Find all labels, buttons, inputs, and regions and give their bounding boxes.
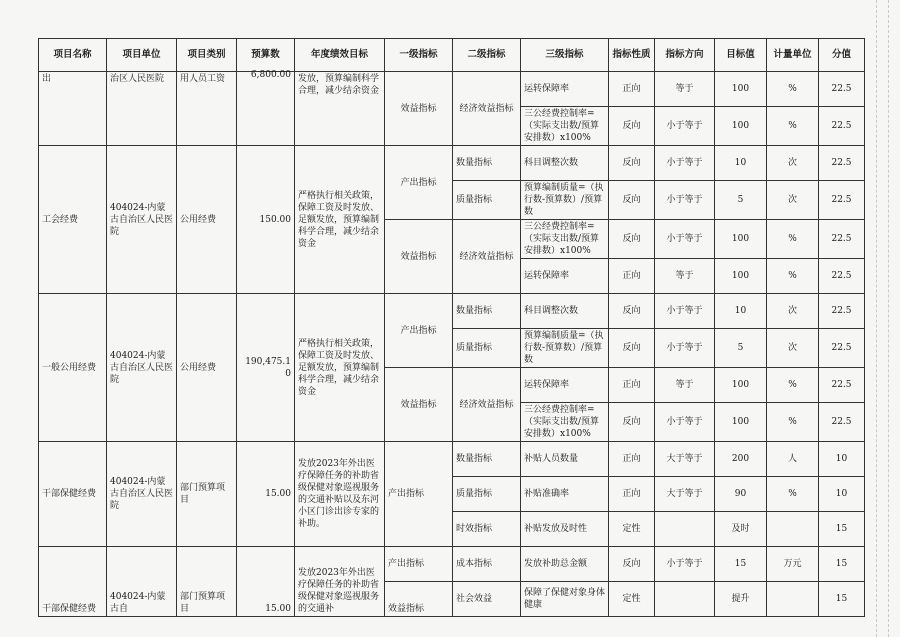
level3-indicator: 科目调整次数 [521,294,609,329]
project-goal: 发放，预算编制科学合理，减少结余资金 [295,72,385,146]
measure-unit: 次 [767,181,819,220]
indicator-nature: 反向 [609,547,655,582]
col-header-project-name: 项目名称 [39,39,107,72]
project-category: 公用经费 [177,146,237,294]
indicator-nature: 反向 [609,146,655,181]
indicator-direction: 小于等于 [655,181,715,220]
project-budget: 15.00 [237,442,295,547]
indicator-nature: 反向 [609,294,655,329]
target-value: 100 [715,368,767,403]
indicator-direction: 大于等于 [655,442,715,477]
indicator-direction: 小于等于 [655,146,715,181]
indicator-nature: 正向 [609,477,655,512]
table-viewport [38,38,864,614]
target-value: 100 [715,259,767,294]
level2-indicator: 经济效益指标 [453,368,521,442]
table-row [39,146,865,181]
table-row [39,547,865,582]
project-budget: 150.00 [237,146,295,294]
target-value: 提升 [715,582,767,617]
indicator-nature: 定性 [609,512,655,547]
indicator-direction: 小于等于 [655,294,715,329]
target-value: 10 [715,294,767,329]
table-row [39,294,865,329]
level3-indicator: 发放补助总金额 [521,547,609,582]
level1-indicator: 效益指标 [385,72,453,146]
performance-target-table [38,38,865,617]
level2-indicator: 时效指标 [453,512,521,547]
level3-indicator: 运转保障率 [521,259,609,294]
indicator-nature: 正向 [609,72,655,107]
target-value: 100 [715,107,767,146]
indicator-nature: 正向 [609,259,655,294]
col-header-score: 分值 [819,39,865,72]
table-row [39,72,865,107]
level2-indicator: 数量指标 [453,442,521,477]
level1-indicator: 效益指标 [385,582,453,617]
project-category: 公用经费 [177,294,237,442]
target-value: 100 [715,403,767,442]
level2-indicator: 数量指标 [453,294,521,329]
measure-unit: 万元 [767,547,819,582]
level2-indicator: 质量指标 [453,477,521,512]
score: 15 [819,512,865,547]
level2-indicator: 社会效益 [453,582,521,617]
indicator-nature: 定性 [609,582,655,617]
target-value: 10 [715,146,767,181]
project-unit: 404024-内蒙古自 [107,547,177,617]
project-budget: 190,475.10 [237,294,295,442]
measure-unit: 人 [767,442,819,477]
indicator-nature: 正向 [609,368,655,403]
target-value: 5 [715,181,767,220]
indicator-nature: 反向 [609,403,655,442]
target-value: 90 [715,477,767,512]
measure-unit: % [767,107,819,146]
score: 15 [819,547,865,582]
indicator-direction: 等于 [655,72,715,107]
indicator-direction: 小于等于 [655,403,715,442]
indicator-direction: 小于等于 [655,329,715,368]
indicator-nature: 反向 [609,329,655,368]
level1-indicator: 效益指标 [385,220,453,294]
indicator-nature: 反向 [609,181,655,220]
level3-indicator: 预算编制质量=（执行数-预算数）/预算数 [521,329,609,368]
project-name: 出 [39,72,107,146]
project-unit: 404024-内蒙古自治区人民医院 [107,442,177,547]
indicator-nature: 正向 [609,442,655,477]
project-category: 用人员工资 [177,72,237,146]
project-unit: 治区人民医院 [107,72,177,146]
col-header-project-unit: 项目单位 [107,39,177,72]
level3-indicator: 三公经费控制率=（实际支出数/预算安排数）x100% [521,220,609,259]
indicator-direction [655,582,715,617]
score: 10 [819,442,865,477]
score: 22.5 [819,72,865,107]
project-budget: 6,800.00 [237,72,295,146]
level3-indicator: 补贴人员数量 [521,442,609,477]
score: 22.5 [819,294,865,329]
scan-fold-line [888,0,889,637]
target-value: 100 [715,72,767,107]
measure-unit: % [767,368,819,403]
score: 22.5 [819,403,865,442]
level3-indicator: 预算编制质量=（执行数-预算数）/预算数 [521,181,609,220]
level3-indicator: 三公经费控制率=（实际支出数/预算安排数）x100% [521,403,609,442]
project-budget: 15.00 [237,547,295,617]
level3-indicator: 科目调整次数 [521,146,609,181]
col-header-project-category: 项目类别 [177,39,237,72]
measure-unit: % [767,220,819,259]
level3-indicator: 三公经费控制率=（实际支出数/预算安排数）x100% [521,107,609,146]
measure-unit: % [767,403,819,442]
col-header-target: 目标值 [715,39,767,72]
level3-indicator: 保障了保健对象身体健康 [521,582,609,617]
target-value: 200 [715,442,767,477]
indicator-direction [655,512,715,547]
col-header-direction: 指标方向 [655,39,715,72]
level2-indicator: 经济效益指标 [453,72,521,146]
measure-unit: 次 [767,329,819,368]
level3-indicator: 运转保障率 [521,368,609,403]
project-name: 工会经费 [39,146,107,294]
col-header-nature: 指标性质 [609,39,655,72]
indicator-nature: 反向 [609,107,655,146]
target-value: 15 [715,547,767,582]
measure-unit: 次 [767,294,819,329]
score: 22.5 [819,220,865,259]
score: 22.5 [819,368,865,403]
indicator-direction: 等于 [655,368,715,403]
indicator-nature: 反向 [609,220,655,259]
level2-indicator: 成本指标 [453,547,521,582]
level1-indicator: 产出指标 [385,294,453,368]
score: 22.5 [819,181,865,220]
header-row [39,39,865,72]
col-header-annual-goal: 年度绩效目标 [295,39,385,72]
col-header-budget: 预算数 [237,39,295,72]
score: 15 [819,582,865,617]
indicator-direction: 小于等于 [655,547,715,582]
measure-unit: % [767,477,819,512]
project-goal: 严格执行相关政策，保障工资及时发放、足额发放，预算编制科学合理，减少结余资金 [295,294,385,442]
project-name: 干部保健经费 [39,442,107,547]
project-goal: 发放2023年外出医疗保障任务的补助省级保健对象巡视服务的交通补贴以及东河小区门诊出诊专家的补助。 [295,442,385,547]
level2-indicator: 数量指标 [453,146,521,181]
score: 10 [819,477,865,512]
target-value: 5 [715,329,767,368]
level1-indicator: 产出指标 [385,146,453,220]
level3-indicator: 运转保障率 [521,72,609,107]
score: 22.5 [819,107,865,146]
indicator-direction: 小于等于 [655,107,715,146]
target-value: 100 [715,220,767,259]
project-name: 一般公用经费 [39,294,107,442]
level1-indicator: 效益指标 [385,368,453,442]
indicator-direction: 等于 [655,259,715,294]
level2-indicator: 质量指标 [453,329,521,368]
level3-indicator: 补贴准确率 [521,477,609,512]
project-category: 部门预算项目 [177,442,237,547]
measure-unit [767,582,819,617]
indicator-direction: 大于等于 [655,477,715,512]
project-goal: 发放2023年外出医疗保障任务的补助省级保健对象巡视服务的交通补 [295,547,385,617]
level1-indicator: 产出指标 [385,547,453,582]
col-header-level1: 一级指标 [385,39,453,72]
score: 22.5 [819,146,865,181]
project-unit: 404024-内蒙古自治区人民医院 [107,294,177,442]
indicator-direction: 小于等于 [655,220,715,259]
level1-indicator: 产出指标 [385,442,453,547]
project-goal: 严格执行相关政策，保障工资及时发放、足额发放，预算编制科学合理，减少结余资金 [295,146,385,294]
level2-indicator: 经济效益指标 [453,220,521,294]
col-header-unit: 计量单位 [767,39,819,72]
col-header-level3: 三级指标 [521,39,609,72]
target-value: 及时 [715,512,767,547]
score: 22.5 [819,259,865,294]
col-header-level2: 二级指标 [453,39,521,72]
measure-unit: % [767,72,819,107]
project-unit: 404024-内蒙古自治区人民医院 [107,146,177,294]
table-row [39,442,865,477]
measure-unit: 次 [767,146,819,181]
scan-fold-line [876,0,877,637]
level3-indicator: 补贴发放及时性 [521,512,609,547]
project-category: 部门预算项目 [177,547,237,617]
level2-indicator: 质量指标 [453,181,521,220]
measure-unit: % [767,259,819,294]
score: 22.5 [819,329,865,368]
measure-unit [767,512,819,547]
project-name: 干部保健经费 [39,547,107,617]
